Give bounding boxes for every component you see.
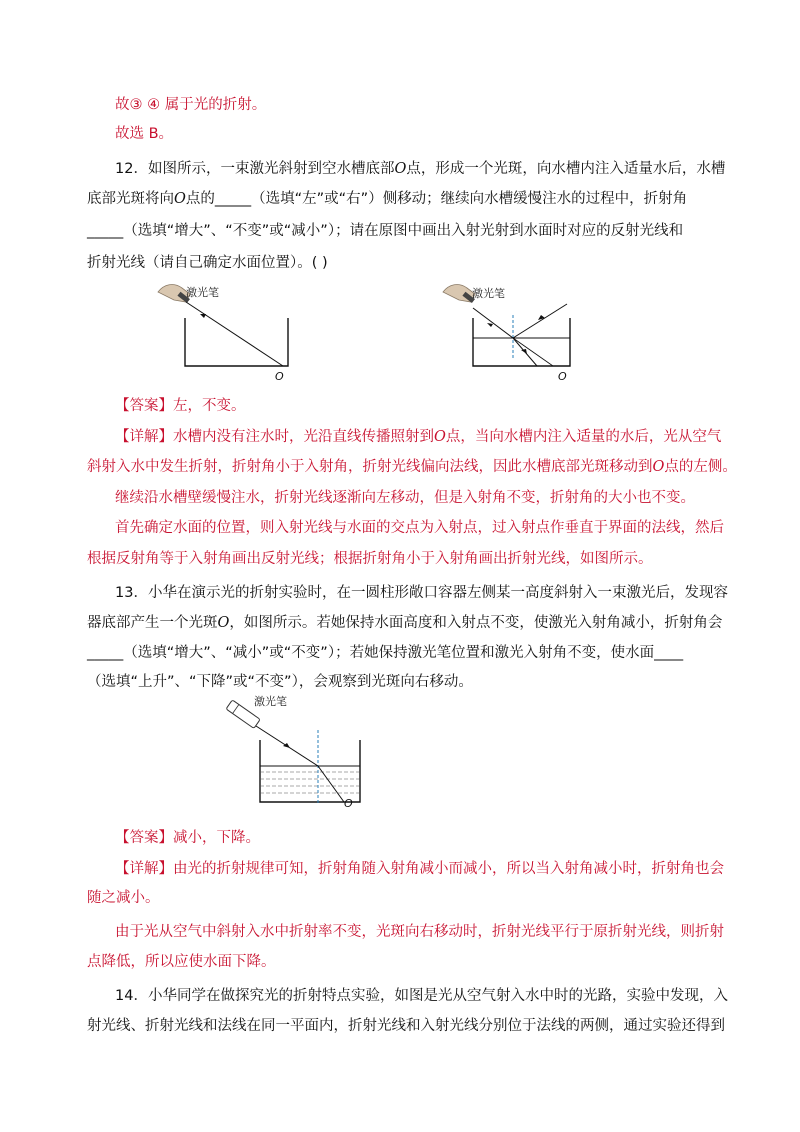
q12-figure-empty-tank xyxy=(150,280,300,385)
q12-detail-line-3: 继续沿水槽壁缓慢注水，折射光线逐渐向左移动，但是入射角不变，折射角的大小也不变。 xyxy=(115,490,695,506)
q12-answer: 【答案】左，不变。 xyxy=(115,398,246,414)
q12-fig-left-laser-label: 激光笔 xyxy=(186,286,219,299)
q12-line-3: _____（选填“增大”、“不变”或“减小”）；请在原图中画出入射光射到水面时对应的反射光线和 xyxy=(87,223,684,239)
prev-answer-line-2: 故选 B。 xyxy=(115,126,174,142)
q13-answer: 【答案】减小，下降。 xyxy=(115,830,260,846)
q13-detail-line-1: 【详解】由光的折射规律可知，折射角随入射角减小而减小，所以当入射角减小时，折射角也会 xyxy=(115,861,724,877)
q12-line-1: 12．如图所示，一束激光斜射到空水槽底部O点，形成一个光斑，向水槽内注入适量水后，水槽 xyxy=(115,161,726,177)
q12-fig-left-o-label: O xyxy=(275,370,284,383)
q12-detail-line-2: 斜射入水中发生折射，折射角小于入射角，折射光线偏向法线，因此水槽底部光斑移动到O点的左侧。 xyxy=(87,459,737,475)
q12-line-2: 底部光斑将向O点的_____（选填“左”或“右”）侧移动；继续向水槽缓慢注水的过程中，折射角 xyxy=(87,191,688,207)
q14-line-1: 14．小华同学在做探究光的折射特点实验，如图是光从空气射入水中时的光路，实验中发现，入 xyxy=(115,988,728,1004)
q13-detail-line-3: 由于光从空气中斜射入水中折射率不变，光斑向右移动时，折射光线平行于原折射光线，则折射 xyxy=(115,924,724,940)
q13-figure xyxy=(220,692,370,810)
q13-detail-line-2: 随之减小。 xyxy=(87,890,160,906)
q13-line-1: 13．小华在演示光的折射实验时，在一圆柱形敞口容器左侧某一高度斜射入一束激光后，发现容 xyxy=(115,585,728,601)
q13-fig-o-label: O xyxy=(344,797,353,810)
prev-answer-line-1: 故③ ④ 属于光的折射。 xyxy=(115,97,267,113)
q12-detail-line-5: 根据反射角等于入射角画出反射光线；根据折射角小于入射角画出折射光线，如图所示。 xyxy=(87,551,653,567)
q12-fig-right-o-label: O xyxy=(558,370,567,383)
q14-line-2: 射光线、折射光线和法线在同一平面内，折射光线和入射光线分别位于法线的两侧，通过实验还得到 xyxy=(87,1018,725,1034)
q13-detail-line-4: 点降低，所以应使水面下降。 xyxy=(87,954,276,970)
q12-detail-line-1: 【详解】水槽内没有注水时，光沿直线传播照射到O点，当向水槽内注入适量的水后，光从空气 xyxy=(115,429,722,445)
q13-line-3: _____（选填“增大”、“减小”或“不变”）；若她保持激光笔位置和激光入射角不变，使水面____ xyxy=(87,645,684,661)
q13-fig-laser-label: 激光笔 xyxy=(254,695,287,708)
q13-line-2: 器底部产生一个光斑O，如图所示。若她保持水面高度和入射点不变，使激光入射角减小，折射角会 xyxy=(87,615,723,631)
q12-detail-line-4: 首先确定水面的位置，则入射光线与水面的交点为入射点，过入射点作垂直于界面的法线，然后 xyxy=(115,520,724,536)
q12-fig-right-laser-label: 激光笔 xyxy=(472,287,505,300)
q13-line-4: （选填“上升”、“下降”或“不变”），会观察到光斑向右移动。 xyxy=(87,674,473,690)
q12-figure-answer xyxy=(435,280,585,385)
q12-line-4: 折射光线（请自己确定水面位置）。( ) xyxy=(87,255,328,271)
